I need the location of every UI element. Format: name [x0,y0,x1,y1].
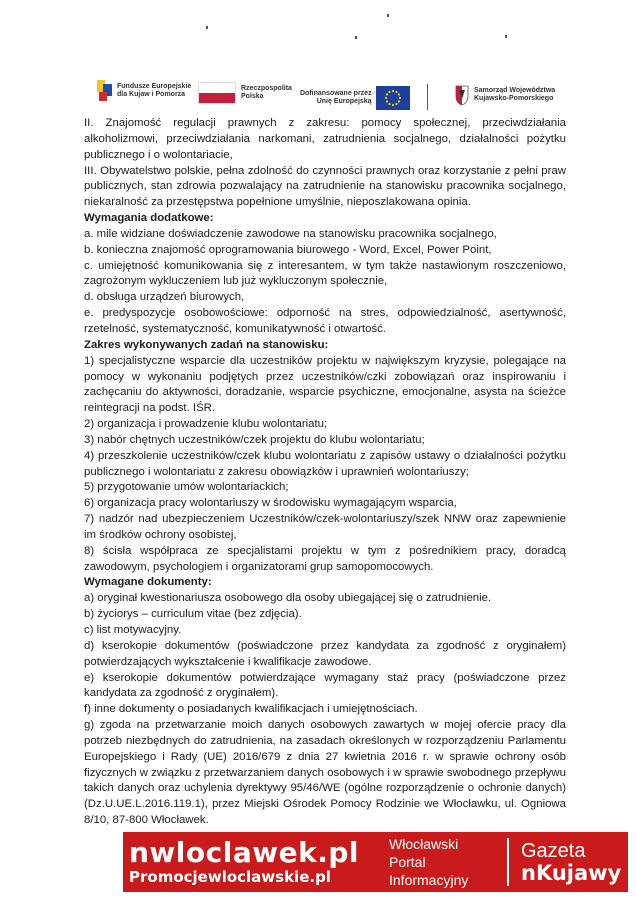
banner-title[interactable]: nwloclawek.pl [129,836,359,869]
paragraph: e) kserokopie dokumentów potwierdzające wymagany staż pracy (poświadczone przez kandydata za zgodność z oryginałem). [84,671,566,700]
funding-logos-strip [0,78,636,114]
paragraph: 7) nadzór nad ubezpieczeniem Uczestników/czek-wolontariuszy/szek NNW oraz zapewnienie im środków ochrony osobistej, [84,513,566,541]
banner-right-line2: nKujawy [521,861,622,885]
eu-flag-icon [376,86,410,110]
paragraph: c. umiejętność komunikowania się z interesantem, w tym także nastawionym roszczeniowo, zagrożonym wykluczeniem lub już wykluczonym społecznie, [84,259,566,288]
fe-star-icon [97,80,113,102]
scan-speck [505,35,507,38]
scan-speck [355,36,357,39]
kp-line1: Samorząd Województwa [474,87,556,94]
kp-line2: Kujawsko-Pomorskiego [474,95,554,102]
paragraph: 2) organizacja i prowadzenie klubu wolontariatu; [84,418,328,431]
paragraph: 6) organizacja pracy wolontariuszy w środowisku wymagającym wsparcia, [84,497,457,510]
paragraph: d) kserokopie dokumentów (poświadczone przez kandydata za zgodność z oryginałem) potwierdzających wykształcenie i kwalifikacje zawodowe. [84,639,566,668]
kujawsko-pomorskie-logo [455,84,555,106]
paragraph: b) życiorys – curriculum vitae (bez zdjęcia). [84,608,302,621]
paragraph: 8) ścisła współpraca ze specjalistami projektu w tym z pośrednikiem pracy, doradcą zawodowym, psychologiem i organizatorami grup samopomocowych. [84,544,566,573]
banner-mid-line1: Włocławski [389,836,459,852]
rp-line2: Polska [241,93,264,100]
scan-speck [387,14,389,17]
rzeczpospolita-logo [198,82,292,104]
paragraph: 4) przeszkolenie uczestników/czek klubu wolontariatu z zapisów ustawy o działalności pożytku publicznego i wolontariatu z zakresu obowiązków i uprawnień wolontariuszy; [84,449,566,478]
section-heading: Wymagane dokumenty: [84,576,212,589]
paragraph: III. Obywatelstwo polskie, pełna zdolność do czynności prawnych oraz korzystanie z pełni praw publicznych, stan zdrowia pozwalający na zatrudnienie na stanowisku pracownika socjalnego, niekaralność za przestępstwa popełnione umyślnie, nieposzlakowana opinia. [84,164,566,209]
banner-subtitle[interactable]: Promocjewloclawskie.pl [129,868,331,886]
polish-flag-icon [198,82,236,104]
banner-mid-line3: Informacyjny [389,872,469,888]
ue-logo [300,86,410,110]
paragraph: a) oryginał kwestionariusza osobowego dla osoby ubiegającej się o zatrudnienie. [84,592,492,605]
paragraph: 1) specjalistyczne wsparcie dla uczestników projektu w największym kryzysie, polegające na pomocy w wykonaniu podjętych przez uczestników/czki zobowiązań oraz inspirowaniu i zachęcaniu do aktywności, doradzanie, wsparcie psychiczne, emocjonalne, asysta na ścieżce reintegracji na podst. IŚR. [84,354,566,415]
banner-mid-line2: Portal [389,854,426,870]
paragraph: g) zgoda na przetwarzanie moich danych osobowych zawartych w mojej ofercie pracy dla potrzeb niezbędnych do zatrudnienia, na zasadach określonych w rozporządzeniu Parlamentu Europejskiego i Rady (UE) 2016/679 z dnia 27 kwietnia 2016 r. w sprawie ochrony osób fizycznych w związku z przetwarzaniem danych osobowych i w sprawie swobodnego przepływu takich danych oraz uchylenia dyrektywy 95/46/WE (ogólne rozporządzenie o ochronie danych) (Dz.U.UE.L.2016.119.1), przez Miejski Ośrodek Pomocy Rodzinie we Włocławku, ul. Ogniowa 8/10, 87-800 Włocławek. [84,719,566,827]
logo-divider [427,84,428,110]
paragraph: f) inne dokumenty o posiadanych kwalifikacjach i umiejętnościach. [84,703,418,716]
paragraph: II. Znajomość regulacji prawnych z zakresu: pomocy społecznej, przeciwdziałania alkoholizmowi, przeciwdziałania narkomani, zatrudnienia socjalnego, działalności pożytku publicznego i o wolontariacie, [84,117,566,161]
paragraph: b. konieczna znajomość oprogramowania biurowego - Word, Excel, Power Point, [84,243,492,256]
paragraph: e. predyspozycje osobowościowe: odporność na stres, odpowiedzialność, asertywność, rzetelność, systematyczność, komunikatywność i otwartość. [84,307,566,335]
fundusze-europejskie-logo [97,80,191,102]
rp-line1: Rzeczpospolita [241,85,292,92]
ue-line1: Dofinansowane przez [300,90,372,97]
document-body [84,116,566,829]
ue-line2: Unię Europejską [316,98,372,105]
paragraph: a. mile widziane doświadczenie zawodowe na stanowisku pracownika socjalnego, [84,227,497,240]
paragraph: c) list motywacyjny. [84,624,182,636]
paragraph: 5) przygotowanie umów wolontariackich; [84,481,289,494]
banner-right-line1: Gazeta [521,840,586,862]
section-heading: Zakres wykonywanych zadań na stanowisku: [84,338,329,351]
scan-speck [206,26,208,29]
fe-line2: dla Kujaw i Pomorza [117,91,186,98]
portal-banner[interactable] [123,832,628,892]
fe-line1: Fundusze Europejskie [117,83,192,90]
section-heading: Wymagania dodatkowe: [84,212,214,225]
paragraph: 3) nabór chętnych uczestników/czek projektu do klubu wolontariatu; [84,433,425,446]
paragraph: d. obsługa urządzeń biurowych, [84,291,245,304]
crest-icon [455,84,469,106]
